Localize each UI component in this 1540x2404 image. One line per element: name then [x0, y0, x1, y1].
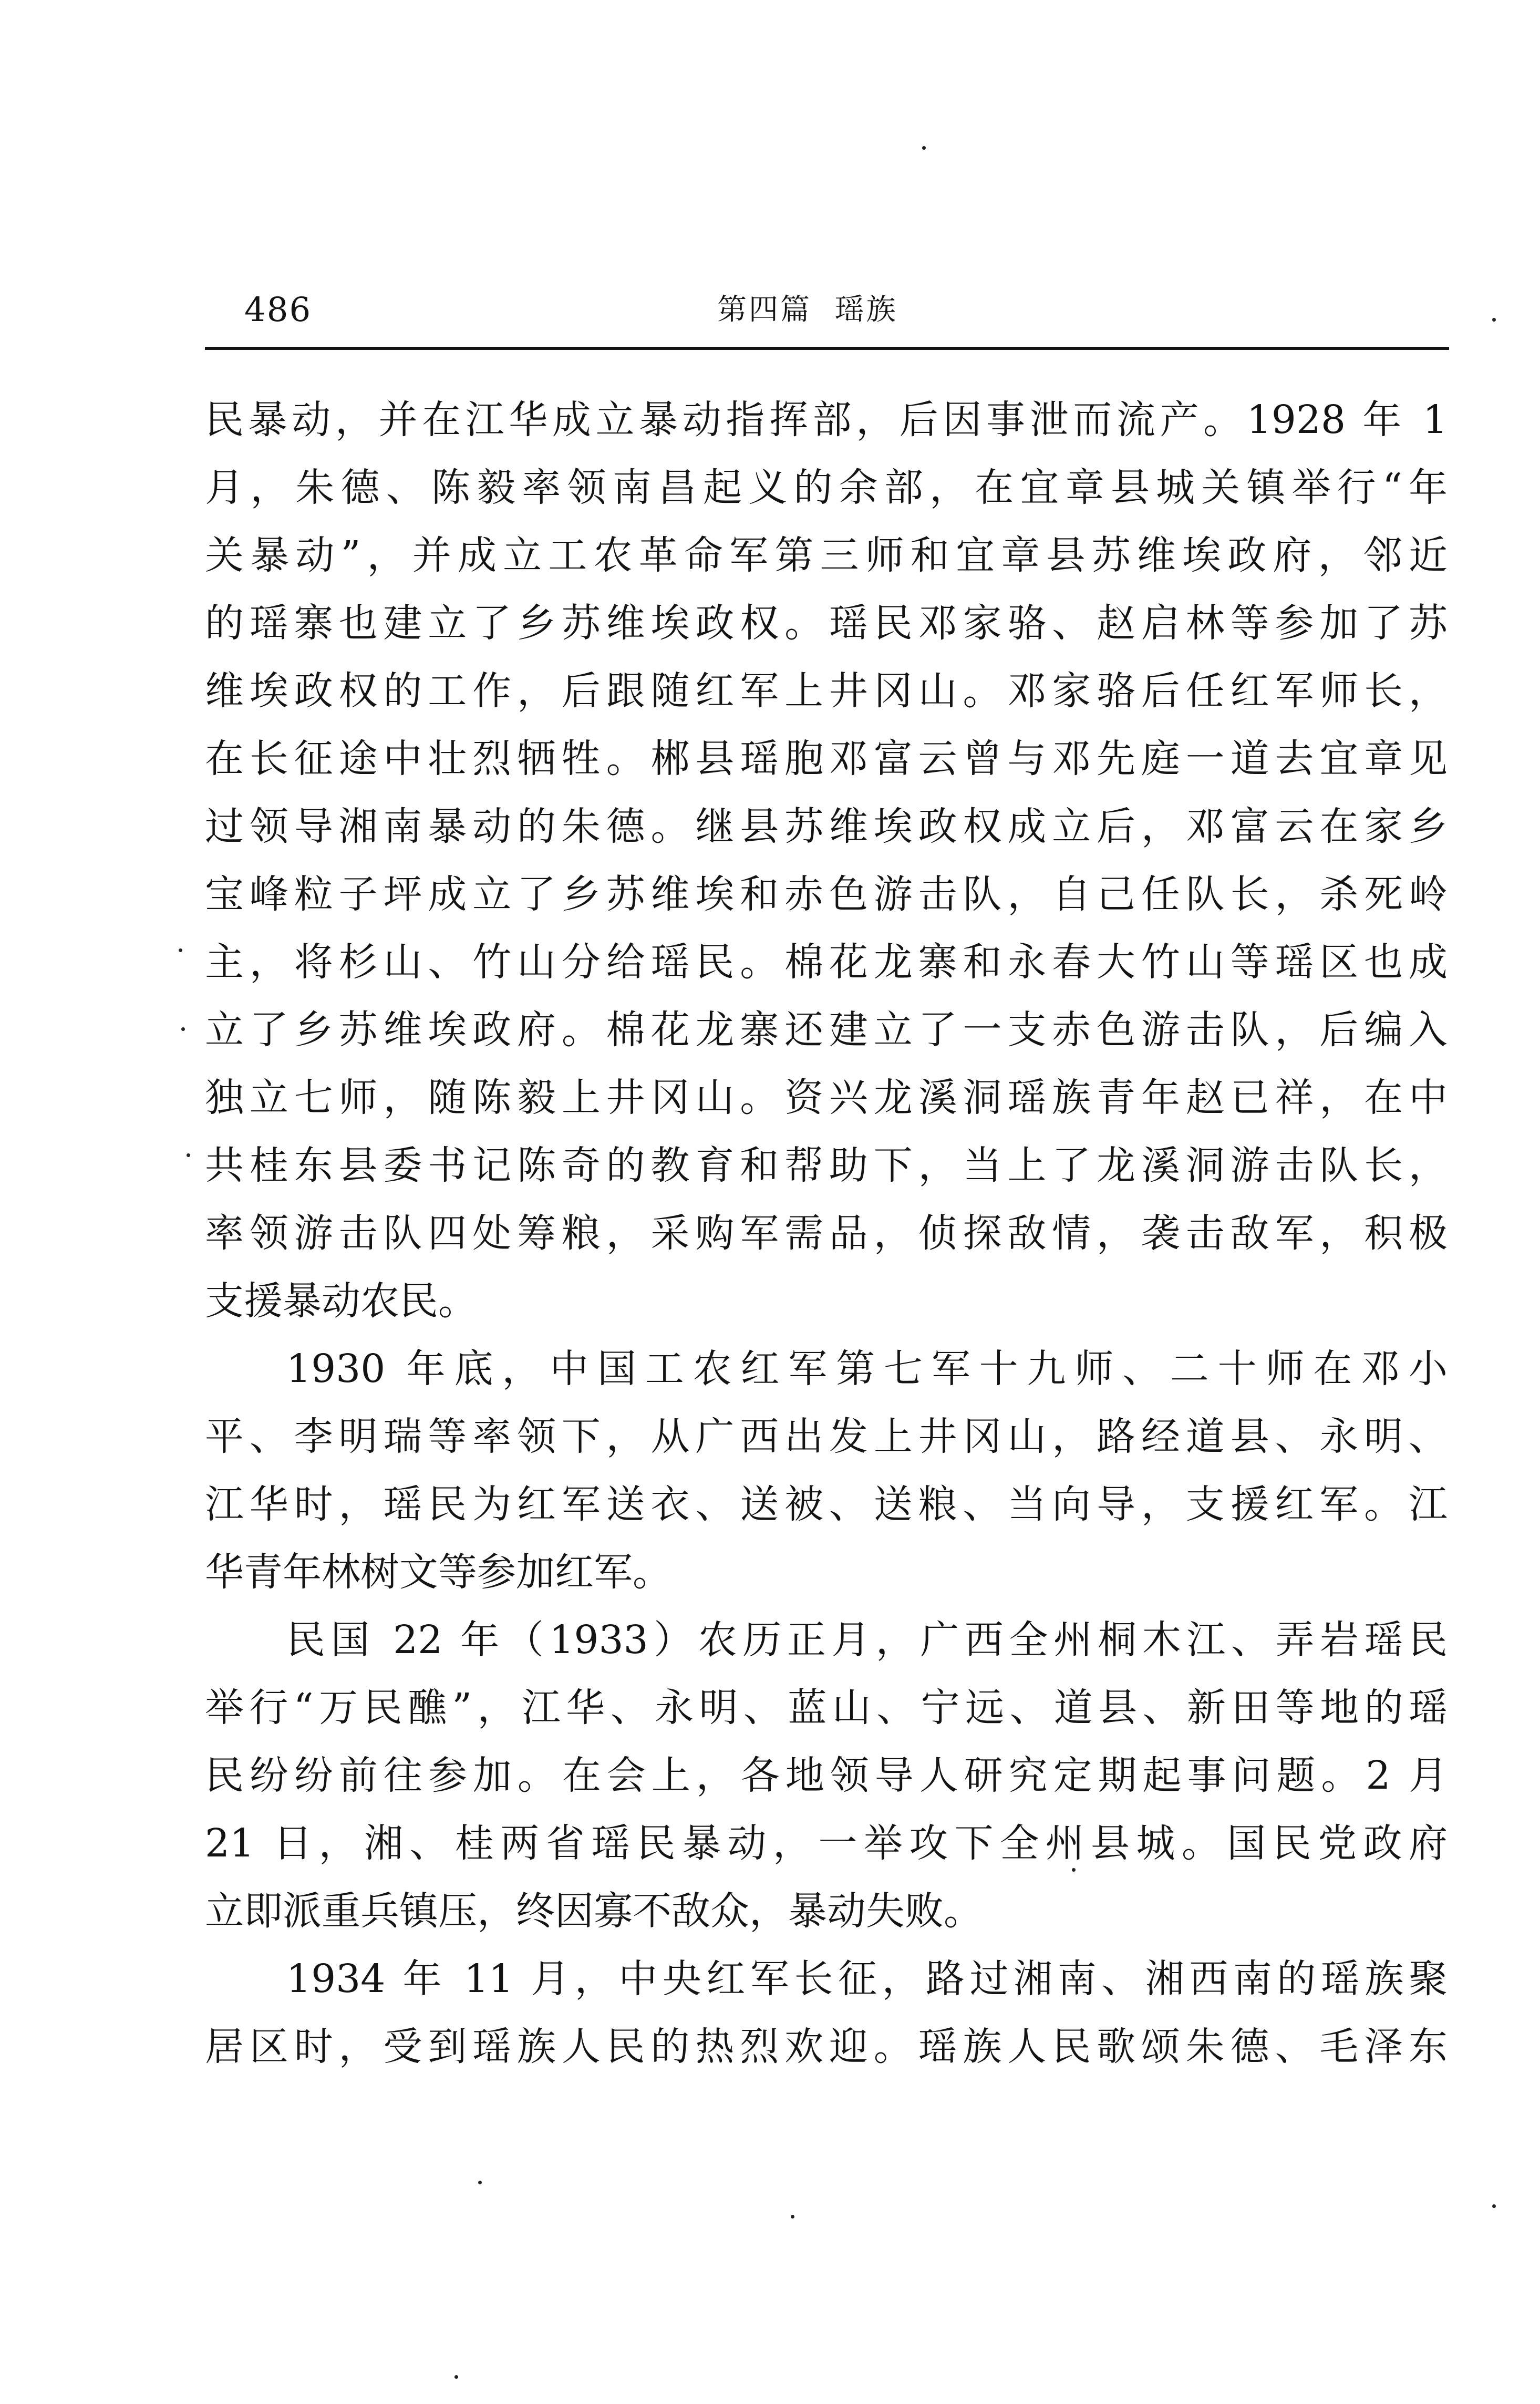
text-line: 率领游击队四处筹粮，采购军需品，侦探敌情，袭击敌军，积极 [205, 1211, 1448, 1256]
text-line: 在长征途中壮烈牺牲。郴县瑶胞邓富云曾与邓先庭一道去宜章见 [205, 736, 1448, 781]
text-line: 平、李明瑞等率领下，从广西出发上井冈山，路经道县、永明、 [205, 1414, 1448, 1459]
text-line: 关暴动”，并成立工农革命军第三师和宜章县苏维埃政府，邻近 [205, 533, 1448, 578]
scan-speck [1492, 2204, 1496, 2208]
scan-speck [922, 146, 926, 150]
text-line: 维埃政权的工作，后跟随红军上井冈山。邓家骆后任红军师长， [205, 668, 1448, 714]
running-title: 第四篇 瑶族 [717, 293, 898, 327]
text-line: 民暴动，并在江华成立暴动指挥部，后因事泄而流产。1928 年 1 [205, 397, 1448, 442]
scan-speck [454, 2375, 458, 2379]
scan-speck [1492, 318, 1496, 322]
scan-speck [181, 1027, 185, 1031]
text-line: 民国 22 年（1933）农历正月，广西全州桐木江、弄岩瑶民 [286, 1617, 1448, 1663]
text-line: 宝峰粒子坪成立了乡苏维埃和赤色游击队，自己任队长，杀死岭 [205, 872, 1448, 917]
scan-speck [1072, 1868, 1076, 1872]
text-line: 民纷纷前往参加。在会上，各地领导人研究定期起事问题。2 月 [205, 1753, 1448, 1798]
header-rule [205, 347, 1449, 350]
text-line: 主，将杉山、竹山分给瑶民。棉花龙寨和永春大竹山等瑶区也成 [205, 940, 1448, 985]
text-line: 举行“万民醮”，江华、永明、蓝山、宁远、道县、新田等地的瑶 [205, 1685, 1448, 1730]
body-text [205, 386, 1448, 2081]
scan-speck [478, 2181, 482, 2184]
text-line: 江华时，瑶民为红军送衣、送被、送粮、当向导，支援红军。江 [205, 1482, 1448, 1527]
text-line: 过领导湘南暴动的朱德。继县苏维埃政权成立后，邓富云在家乡 [205, 804, 1448, 849]
scan-speck [179, 948, 182, 952]
page-header [208, 286, 1448, 334]
text-line: 立了乡苏维埃政府。棉花龙寨还建立了一支赤色游击队，后编入 [205, 1007, 1448, 1053]
scan-speck [791, 2215, 794, 2219]
text-line: 居区时，受到瑶族人民的热烈欢迎。瑶族人民歌颂朱德、毛泽东 [205, 2024, 1448, 2069]
text-line: 1934 年 11 月，中央红军长征，路过湘南、湘西南的瑶族聚 [286, 1956, 1448, 2001]
text-line: 的瑶寨也建立了乡苏维埃政权。瑶民邓家骆、赵启林等参加了苏 [205, 601, 1448, 646]
text-line: 1930 年底，中国工农红军第七军十九师、二十师在邓小 [286, 1346, 1448, 1391]
text-line: 共桂东县委书记陈奇的教育和帮助下，当上了龙溪洞游击队长， [205, 1143, 1448, 1188]
scan-speck [187, 1153, 190, 1157]
text-line: 独立七师，随陈毅上井冈山。资兴龙溪洞瑶族青年赵已祥，在中 [205, 1075, 1448, 1120]
text-line: 华青年林树文等参加红军。 [205, 1550, 671, 1595]
text-line: 支援暴动农民。 [205, 1278, 477, 1324]
text-line: 21 日，湘、桂两省瑶民暴动，一举攻下全州县城。国民党政府 [205, 1821, 1448, 1866]
text-line: 立即派重兵镇压，终因寡不敌众，暴动失败。 [205, 1889, 983, 1934]
page-number: 486 [244, 291, 312, 329]
text-line: 月，朱德、陈毅率领南昌起义的余部，在宜章县城关镇举行“年 [205, 465, 1448, 510]
